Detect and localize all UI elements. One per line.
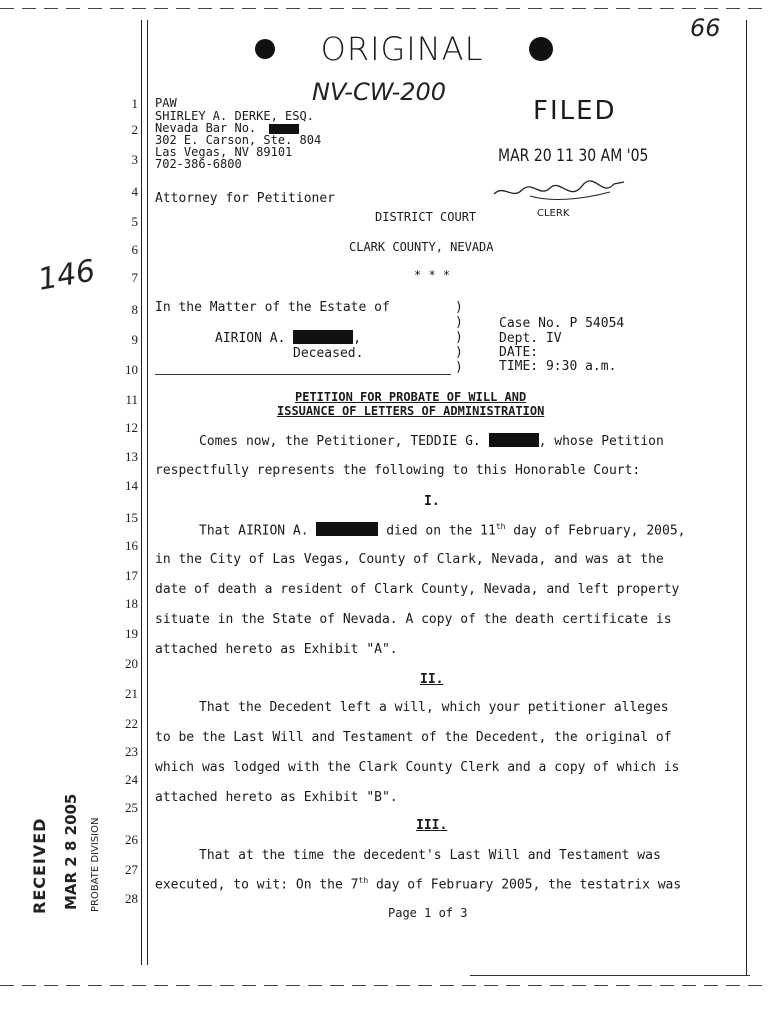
line-number: 6	[131, 242, 138, 257]
line-number: 20	[125, 656, 138, 671]
filed-label: FILED	[533, 96, 617, 126]
caption-decedent-suffix: ,	[353, 331, 362, 346]
left-margin-line-outer	[141, 20, 142, 965]
line-number: 15	[125, 510, 138, 525]
para1-text-c: day of February, 2005,	[505, 523, 686, 539]
para1-text-a: That AIRION A.	[199, 523, 309, 539]
case-time: TIME: 9:30 a.m.	[499, 359, 617, 374]
para1-superscript: th	[495, 522, 506, 531]
page-number: Page 1 of 3	[388, 906, 468, 920]
attorney-name: SHIRLEY A. DERKE, ESQ.	[155, 109, 314, 123]
bottom-line	[470, 975, 750, 976]
line-number: 12	[125, 420, 138, 435]
right-margin-line	[746, 20, 747, 975]
stamp-dot-right	[529, 37, 553, 61]
corner-mark: 66	[690, 14, 721, 42]
caption-bracket: )	[455, 315, 463, 330]
caption-bracket: )	[455, 330, 463, 345]
line-number: 1	[131, 96, 138, 111]
caption-deceased: Deceased.	[293, 346, 364, 361]
filed-date: MAR 20 11 30 AM '05	[498, 146, 649, 166]
court-county: CLARK COUNTY, NEVADA	[349, 240, 494, 254]
original-stamp-text: ORIGINAL	[320, 30, 484, 68]
line-number: 23	[125, 744, 138, 759]
caption-underline	[155, 374, 451, 375]
para2-line2: to be the Last Will and Testament of the Decedent, the original of	[155, 730, 672, 745]
line-number: 13	[125, 449, 138, 464]
title-line2: ISSUANCE OF LETTERS OF ADMINISTRATION	[277, 404, 545, 418]
attorney-initials: PAW	[155, 96, 177, 110]
received-label: RECEIVED	[30, 817, 49, 914]
line-number: 18	[125, 596, 138, 611]
line-number: 11	[125, 392, 138, 407]
line-number: 5	[131, 214, 138, 229]
redaction-decedent-surname	[316, 522, 378, 536]
caption-decedent-first: AIRION A.	[215, 331, 286, 346]
intro-text-b: , whose Petition	[538, 434, 664, 449]
line-number: 19	[125, 626, 138, 641]
attorney-address1: 302 E. Carson, Ste. 804	[155, 133, 322, 147]
line-number: 4	[131, 184, 138, 199]
case-date: DATE:	[499, 345, 539, 360]
line-number: 22	[125, 716, 138, 731]
bottom-border	[0, 985, 770, 986]
attorney-role: Attorney for Petitioner	[155, 191, 336, 206]
caption-brackets	[455, 300, 463, 375]
para3-line2	[155, 876, 681, 892]
redaction-decedent-name	[293, 330, 353, 344]
court-stars: * * *	[414, 268, 451, 282]
side-mark: 146	[35, 253, 98, 298]
line-number: 16	[125, 538, 138, 553]
attorney-address2: Las Vegas, NV 89101	[155, 145, 293, 159]
intro-line2: respectfully represents the following to this Honorable Court:	[155, 463, 641, 478]
line-number: 25	[125, 800, 138, 815]
line-number: 24	[125, 772, 138, 787]
section-2-heading: II.	[420, 672, 444, 687]
redaction-petitioner-name	[489, 433, 539, 447]
intro-line1	[199, 433, 664, 449]
left-margin-line-inner	[147, 20, 148, 965]
handwritten-code: NV-CW-200	[312, 78, 447, 106]
clerk-label: CLERK	[537, 208, 570, 219]
caption-decedent	[215, 330, 361, 346]
caption-bracket: )	[455, 300, 463, 315]
line-number: 9	[131, 332, 138, 347]
para3-superscript: th	[358, 876, 369, 885]
para1-line4: situate in the State of Nevada. A copy of the death certificate is	[155, 612, 672, 627]
para2-line3: which was lodged with the Clark County Clerk and a copy of which is	[155, 760, 680, 775]
para3-text-b: day of February 2005, the testatrix was	[368, 877, 682, 893]
title-line1: PETITION FOR PROBATE OF WILL AND	[295, 390, 527, 404]
clerk-signature	[490, 178, 630, 210]
case-dept: Dept. IV	[499, 331, 562, 346]
para1-line5: attached hereto as Exhibit "A".	[155, 642, 398, 657]
line-number: 28	[125, 891, 138, 906]
caption-bracket: )	[455, 360, 463, 375]
line-number: 14	[125, 478, 138, 493]
top-border	[0, 8, 770, 9]
line-number: 2	[131, 122, 138, 137]
court-name: DISTRICT COURT	[375, 210, 477, 224]
attorney-bar-label: Nevada Bar No.	[155, 121, 257, 135]
line-number: 7	[131, 270, 138, 285]
caption-matter: In the Matter of the Estate of	[155, 300, 390, 315]
line-number: 10	[125, 362, 138, 377]
para2-line1: That the Decedent left a will, which your petitioner alleges	[199, 700, 669, 715]
para1-line2: in the City of Las Vegas, County of Clark, Nevada, and was at the	[155, 552, 664, 567]
stamp-dot-left	[255, 39, 275, 59]
para2-line4: attached hereto as Exhibit "B".	[155, 790, 398, 805]
line-number: 21	[125, 686, 138, 701]
para3-text-a: executed, to wit: On the 7	[155, 877, 359, 893]
para1-line3: date of death a resident of Clark County, Nevada, and left property	[155, 582, 680, 597]
para1-line1	[199, 522, 685, 538]
section-3-heading: III.	[416, 818, 448, 833]
line-number: 8	[131, 302, 138, 317]
original-stamp	[255, 30, 553, 68]
line-number: 3	[131, 152, 138, 167]
case-number: Case No. P 54054	[499, 316, 625, 331]
para1-text-b: died on the 11	[386, 523, 496, 539]
para3-line1: That at the time the decedent's Last Will and Testament was	[199, 848, 661, 863]
attorney-phone: 702-386-6800	[155, 157, 242, 171]
line-number: 26	[125, 832, 138, 847]
line-number: 27	[125, 862, 138, 877]
received-date: MAR 2 8 2005	[62, 793, 80, 910]
received-office: PROBATE DIVISION	[90, 817, 101, 912]
section-1-heading: I.	[424, 494, 440, 509]
caption-bracket: )	[455, 345, 463, 360]
line-number: 17	[125, 568, 138, 583]
intro-text-a: Comes now, the Petitioner, TEDDIE G.	[199, 434, 481, 449]
